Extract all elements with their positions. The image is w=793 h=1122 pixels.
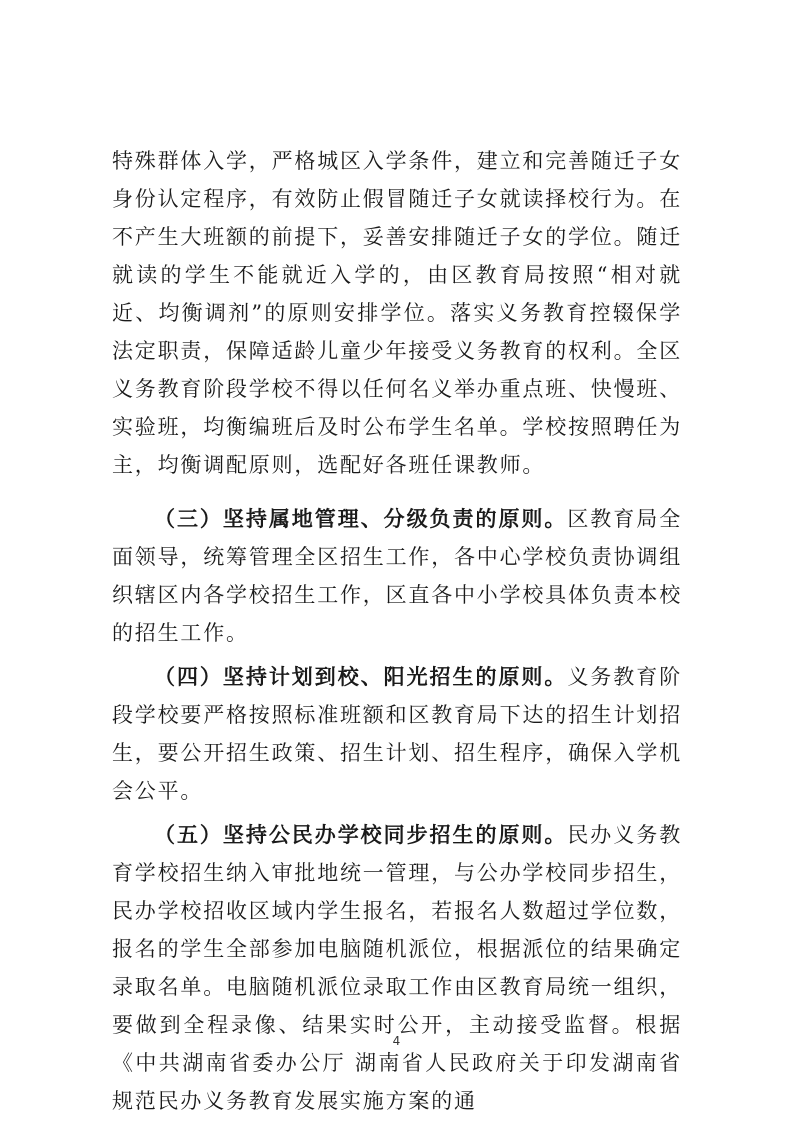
paragraph-4-text: 民办义务教育学校招生纳入审批地统一管理，与公办学校同步招生，民办学校招收区域内学生报名，若报名人数超过学位数，报名的学生全部参加电脑随机派位，根据派位的结果确定录取名单。电脑随机派位录取工作由区教育局统一组织，要做到全程录像、结果实时公开，主动接受监督。根据《中共湖南省委办公厅 湖南省人民政府关于印发湖南省规范民办义务教育发展实施方案的通 (112, 823, 682, 1113)
paragraph-2-text: 区教育局全面领导，统筹管理全区招生工作，各中心学校负责协调组织辖区内各学校招生工作，区直各中小学校具体负责本校的招生工作。 (112, 507, 682, 645)
paragraph-4-heading: （五）坚持公民办学校同步招生的原则。 (154, 822, 568, 847)
paragraph-3-heading: （四）坚持计划到校、阳光招生的原则。 (154, 664, 568, 689)
page-number: 4 (392, 1034, 401, 1048)
paragraph-1-text: 特殊群体入学，严格城区入学条件，建立和完善随迁子女身份认定程序，有效防止假冒随迁子女就读择校行为。在不产生大班额的前提下，妥善安排随迁子女的学位。随迁就读的学生不能就近入学的，由区教育局按照“相对就近、均衡调剂”的原则安排学位。落实义务教育控辍保学法定职责，保障适龄儿童少年接受义务教育的权利。全区义务教育阶段学校不得以任何名义举办重点班、快慢班、实验班，均衡编班后及时公布学生名单。学校按照聘任为主，均衡调配原则，选配好各班任课教师。 (112, 149, 682, 477)
document-body (112, 142, 682, 1120)
paragraph-4 (112, 816, 682, 1120)
paragraph-3 (112, 658, 682, 810)
paragraph-2 (112, 500, 682, 652)
paragraph-3-text: 义务教育阶段学校要严格按照标准班额和区教育局下达的招生计划招生，要公开招生政策、招生计划、招生程序，确保入学机会公平。 (112, 665, 682, 803)
paragraph-1 (112, 142, 682, 484)
paragraph-2-heading: （三）坚持属地管理、分级负责的原则。 (154, 506, 568, 531)
